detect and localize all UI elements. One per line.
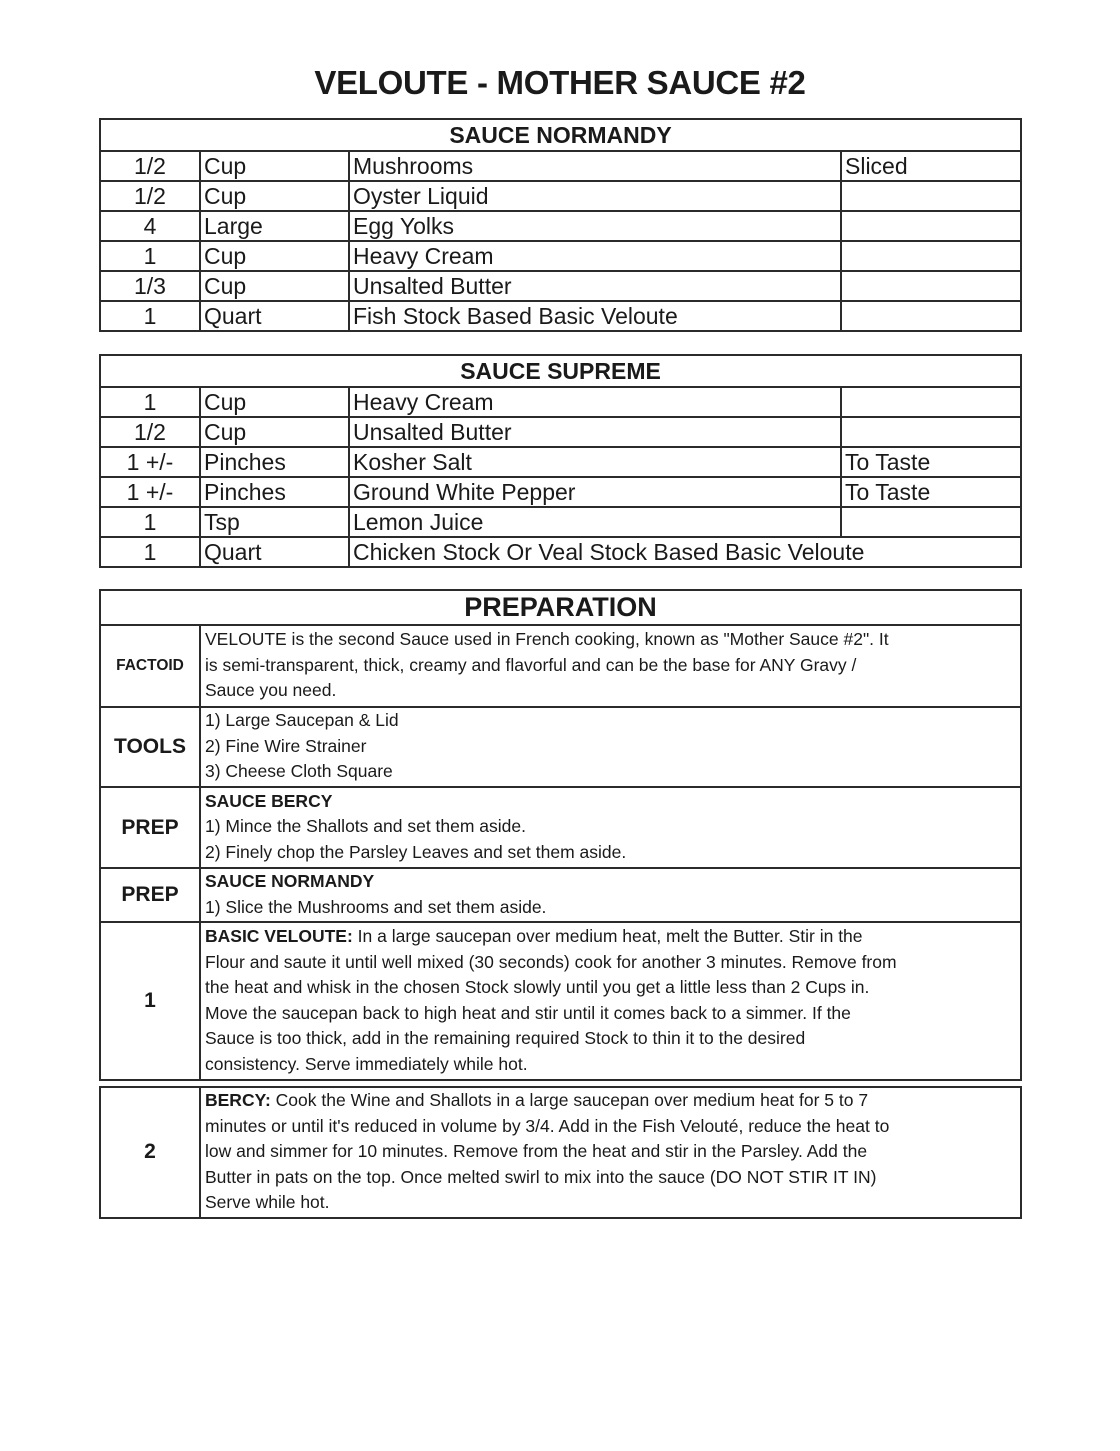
ingredient-row: [100, 271, 1021, 301]
quantity: 1 +/-: [100, 477, 200, 507]
unit: Tsp: [200, 507, 349, 537]
unit: Quart: [200, 537, 349, 567]
ingredient: Egg Yolks: [349, 211, 841, 241]
unit: Pinches: [200, 477, 349, 507]
ingredient: Lemon Juice: [349, 507, 841, 537]
section-header: SAUCE NORMANDY: [100, 119, 1021, 151]
tools-list: [200, 707, 1021, 787]
step-lead: BASIC VELOUTE:: [205, 926, 353, 946]
prep-bercy-text: [200, 787, 1021, 868]
text-line: is semi-transparent, thick, creamy and flavorful and can be the base for ANY Gravy /: [205, 654, 857, 675]
ingredient: Unsalted Butter: [349, 271, 841, 301]
text-line: low and simmer for 10 minutes. Remove from the heat and stir in the Parsley. Add the: [205, 1141, 868, 1161]
ingredient-row: [100, 301, 1021, 331]
sauce-normandy-table: [99, 118, 1022, 332]
note: [841, 417, 1021, 447]
list-item: 1) Slice the Mushrooms and set them aside.: [205, 896, 547, 917]
prep-normandy-row: [100, 868, 1021, 922]
step-lead: BERCY:: [205, 1090, 271, 1110]
quantity: 1: [100, 301, 200, 331]
ingredient-row: [100, 537, 1021, 567]
step-1-text: [200, 922, 1021, 1080]
text-line: the heat and whisk in the chosen Stock slowly until you get a little less than 2 Cups in.: [205, 977, 870, 997]
section-header: PREPARATION: [100, 590, 1021, 625]
list-item: 1) Large Saucepan & Lid: [205, 710, 399, 731]
text-line: VELOUTE is the second Sauce used in French cooking, known as "Mother Sauce #2". It: [205, 629, 889, 650]
ingredient-row: [100, 507, 1021, 537]
text-line: Cook the Wine and Shallots in a large saucepan over medium heat for 5 to 7: [270, 1090, 869, 1110]
note: Sliced: [841, 151, 1021, 181]
ingredient-row: [100, 477, 1021, 507]
ingredient: Fish Stock Based Basic Veloute: [349, 301, 841, 331]
note: [841, 507, 1021, 537]
text-line: minutes or until it's reduced in volume by 3/4. Add in the Fish Velouté, reduce the heat to: [205, 1115, 890, 1136]
text-line: Butter in pats on the top. Once melted swirl to mix into the sauce (DO NOT STIR IT IN): [205, 1166, 877, 1187]
quantity: 1: [100, 507, 200, 537]
list-item: 3) Cheese Cloth Square: [205, 761, 393, 782]
ingredient: Heavy Cream: [349, 241, 841, 271]
ingredient-row: [100, 181, 1021, 211]
ingredient-row: [100, 211, 1021, 241]
quantity: 1/2: [100, 181, 200, 211]
text-line: Sauce is too thick, add in the remaining required Stock to thin it to the desired: [205, 1028, 806, 1048]
step-2-text: [200, 1087, 1021, 1218]
note: To Taste: [841, 477, 1021, 507]
text-line: Move the saucepan back to high heat and stir until it comes back to a simmer. If the: [205, 1002, 851, 1023]
text-line: Flour and saute it until well mixed (30 seconds) cook for another 3 minutes. Remove from: [205, 951, 897, 972]
prep-bercy-row: [100, 787, 1021, 868]
page-title: VELOUTE - MOTHER SAUCE #2: [314, 64, 806, 101]
ingredient-row: [100, 417, 1021, 447]
note: [841, 241, 1021, 271]
unit: Cup: [200, 151, 349, 181]
quantity: 4: [100, 211, 200, 241]
unit: Large: [200, 211, 349, 241]
note: [841, 301, 1021, 331]
factoid-row: [100, 625, 1021, 707]
text-line: consistency. Serve immediately while hot.: [205, 1053, 528, 1074]
quantity: 1 +/-: [100, 447, 200, 477]
unit: Pinches: [200, 447, 349, 477]
quantity: 1/2: [100, 417, 200, 447]
unit: Quart: [200, 301, 349, 331]
step-2-table: [99, 1086, 1022, 1219]
row-label: PREP: [100, 787, 200, 868]
row-label: TOOLS: [100, 707, 200, 787]
ingredient: Chicken Stock Or Veal Stock Based Basic Veloute: [349, 537, 1021, 567]
note: To Taste: [841, 447, 1021, 477]
text-line: Serve while hot.: [205, 1192, 330, 1212]
text-line: Sauce you need.: [205, 680, 337, 701]
quantity: 1: [100, 537, 200, 567]
ingredient: Kosher Salt: [349, 447, 841, 477]
ingredient-row: [100, 151, 1021, 181]
prep-heading: SAUCE NORMANDY: [205, 871, 375, 891]
unit: Cup: [200, 181, 349, 211]
quantity: 1/2: [100, 151, 200, 181]
preparation-table: [99, 589, 1022, 1081]
prep-normandy-text: [200, 868, 1021, 922]
ingredient: Mushrooms: [349, 151, 841, 181]
note: [841, 387, 1021, 417]
prep-heading: SAUCE BERCY: [205, 790, 333, 811]
list-item: 1) Mince the Shallots and set them aside.: [205, 816, 527, 837]
ingredient-row: [100, 447, 1021, 477]
text-line: In a large saucepan over medium heat, melt the Butter. Stir in the: [352, 926, 863, 946]
unit: Cup: [200, 417, 349, 447]
sauce-supreme-table: [99, 354, 1022, 568]
note: [841, 211, 1021, 241]
factoid-text: [200, 625, 1021, 707]
unit: Cup: [200, 241, 349, 271]
row-label: FACTOID: [100, 625, 200, 707]
row-label: PREP: [100, 868, 200, 922]
quantity: 1: [100, 241, 200, 271]
step-2-row: [100, 1087, 1021, 1218]
unit: Cup: [200, 271, 349, 301]
ingredient: Unsalted Butter: [349, 417, 841, 447]
ingredient: Oyster Liquid: [349, 181, 841, 211]
unit: Cup: [200, 387, 349, 417]
section-header: SAUCE SUPREME: [100, 355, 1021, 387]
note: [841, 181, 1021, 211]
note: [841, 271, 1021, 301]
tools-row: [100, 707, 1021, 787]
ingredient: Heavy Cream: [349, 387, 841, 417]
quantity: 1/3: [100, 271, 200, 301]
ingredient: Ground White Pepper: [349, 477, 841, 507]
step-number: 1: [100, 922, 200, 1080]
ingredient-row: [100, 387, 1021, 417]
quantity: 1: [100, 387, 200, 417]
list-item: 2) Fine Wire Strainer: [205, 735, 367, 756]
ingredient-row: [100, 241, 1021, 271]
step-1-row: [100, 922, 1021, 1080]
step-number: 2: [100, 1087, 200, 1218]
list-item: 2) Finely chop the Parsley Leaves and set them aside.: [205, 841, 627, 862]
